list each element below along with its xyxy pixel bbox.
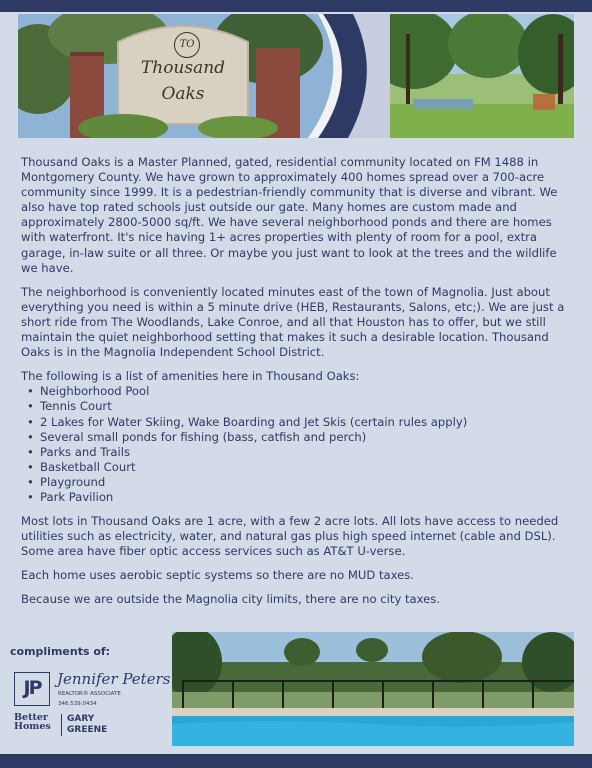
pool-photo [172, 632, 574, 746]
lots-paragraph: Most lots in Thousand Oaks are 1 acre, with a few 2 acre lots. All lots have access to needed utilities such as electricity, water, and natural gas plus high speed internet (cable and DSL). Some area have fiber optic access services such as AT&T U-verse. [21, 514, 559, 559]
sign-line-2: Oaks [161, 84, 205, 104]
amenity-item: • Tennis Court [21, 399, 573, 414]
amenity-item: • Parks and Trails [21, 445, 573, 460]
top-border-bar [0, 0, 592, 12]
amenities-intro: The following is a list of amenities here in Thousand Oaks: [21, 369, 360, 384]
pool-illustration [172, 632, 574, 746]
amenity-item: • 2 Lakes for Water Skiing, Wake Boarding and Jet Skis (certain rules apply) [21, 415, 573, 430]
agent-branding [14, 670, 170, 740]
amenity-item: • Several small ponds for fishing (bass, catfish and perch) [21, 430, 573, 445]
amenity-item: • Neighborhood Pool [21, 384, 573, 399]
location-paragraph: The neighborhood is conveniently located minutes east of the town of Magnolia. Just about everything you need is within a 5 minute drive (HEB, Restaurants, Salons, etc;). We are just a short ride from The Woodlands, Lake Conroe, and all that Houston has to offer, but we still maintain the quiet neighborhood setting that makes it such a desirable location. Thousand Oaks is in the Magnolia Independent School District. [21, 284, 565, 360]
brokerage-logo [14, 713, 51, 731]
bottom-border-bar [0, 754, 592, 768]
amenities-list [21, 384, 573, 505]
brokerage-logo-line-2: Homes [14, 721, 51, 732]
agent-title: REALTOR® ASSOCIATE [58, 691, 121, 697]
brokerage-logo-line-1: Better [14, 712, 48, 723]
article-body [21, 155, 573, 617]
hero-illustration [18, 14, 574, 138]
amenity-item: • Basketball Court [21, 460, 573, 475]
partner-logo [67, 714, 107, 736]
sign-line-1: Thousand [140, 58, 226, 78]
partner-logo-line-2: GREENE [67, 725, 108, 735]
amenity-item: • Playground [21, 475, 573, 490]
compliments-label: compliments of: [10, 645, 111, 658]
sign-monogram: TO [174, 32, 200, 58]
brand-divider [61, 714, 62, 736]
taxes-paragraph: Because we are outside the Magnolia city limits, there are no city taxes. [21, 592, 441, 607]
hero-photo-banner [18, 14, 574, 138]
agent-name: Jennifer Peters [57, 670, 171, 688]
septic-paragraph: Each home uses aerobic septic systems so there are no MUD taxes. [21, 568, 414, 583]
amenity-item: • Park Pavilion [21, 490, 573, 505]
intro-paragraph: Thousand Oaks is a Master Planned, gated, residential community located on FM 1488 in Montgomery County. We have grown to approximately 400 homes spread over a 700-acre community since 1999. It is a pedestrian-friendly community that is diverse and vibrant. We also have top rated schools just outside our gate. Many homes are custom made and approximately 2800-5000 sq/ft. We have several neighborhood ponds and there are homes with waterfront. It's nice having 1+ acres properties with plenty of room for a pool, extra garage, in-law suite or all three. Or maybe you just want to look at the trees and the wildlife we have. [21, 155, 558, 275]
agent-phone: 346.539.0434 [58, 701, 97, 707]
partner-logo-line-1: GARY [67, 714, 95, 724]
agent-logo: JP [14, 672, 50, 706]
